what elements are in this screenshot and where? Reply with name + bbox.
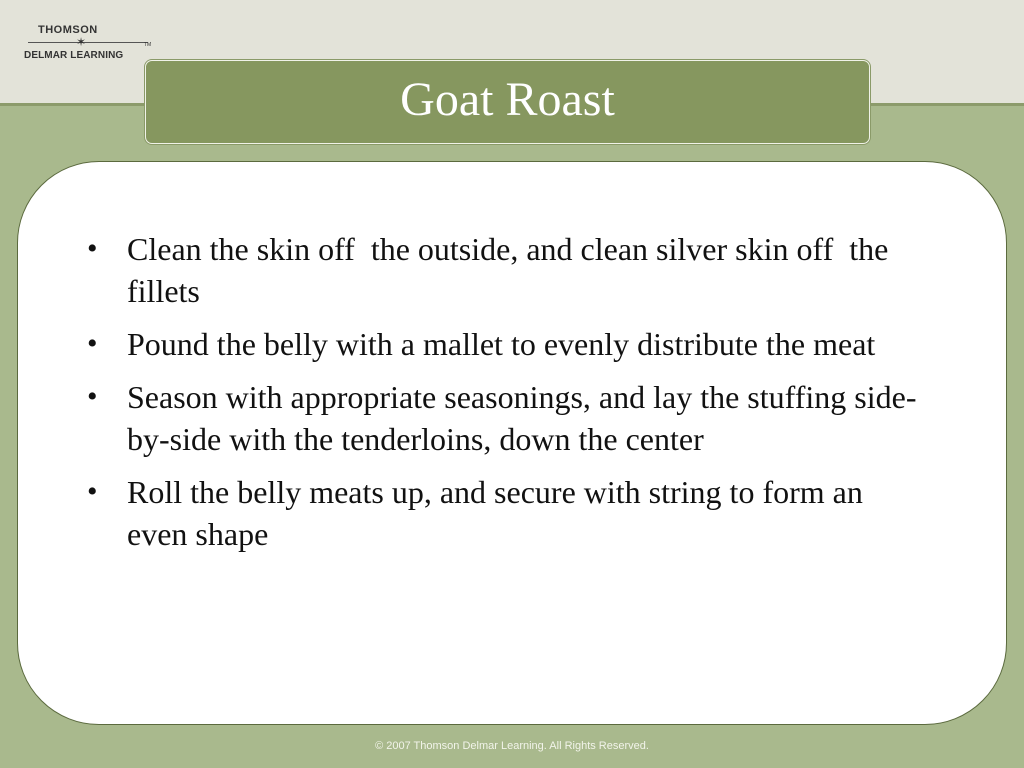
logo-trademark: TM xyxy=(144,42,152,48)
bullet-text: Pound the belly with a mallet to evenly distribute the meat xyxy=(127,326,876,362)
bullet-item xyxy=(79,376,929,460)
bullet-text: Clean the skin off the outside, and clean silver skin off the fillets xyxy=(127,231,897,309)
copyright-footer: © 2007 Thomson Delmar Learning. All Rights Reserved. xyxy=(375,740,649,752)
bullet-text: Roll the belly meats up, and secure with string to form an even shape xyxy=(127,474,863,552)
logo-line1: THOMSON xyxy=(38,24,98,36)
bullet-icon: • xyxy=(87,232,98,265)
bullet-icon: • xyxy=(87,380,98,413)
bullet-icon: • xyxy=(87,327,98,360)
bullet-icon: • xyxy=(87,475,98,508)
star-icon: ✶ xyxy=(76,35,87,49)
bullet-item xyxy=(79,471,929,555)
slide-title: Goat Roast xyxy=(400,73,615,126)
bullet-text: Season with appropriate seasonings, and lay the stuffing side-by-side with the tenderloins, down the center xyxy=(127,379,917,457)
slide-title-box xyxy=(145,60,870,144)
publisher-logo xyxy=(24,24,154,64)
bullet-item xyxy=(79,228,929,312)
logo-line2: DELMAR LEARNING xyxy=(24,50,124,61)
bullet-item xyxy=(79,323,929,365)
logo-divider xyxy=(28,42,148,43)
bullet-list xyxy=(79,228,929,566)
